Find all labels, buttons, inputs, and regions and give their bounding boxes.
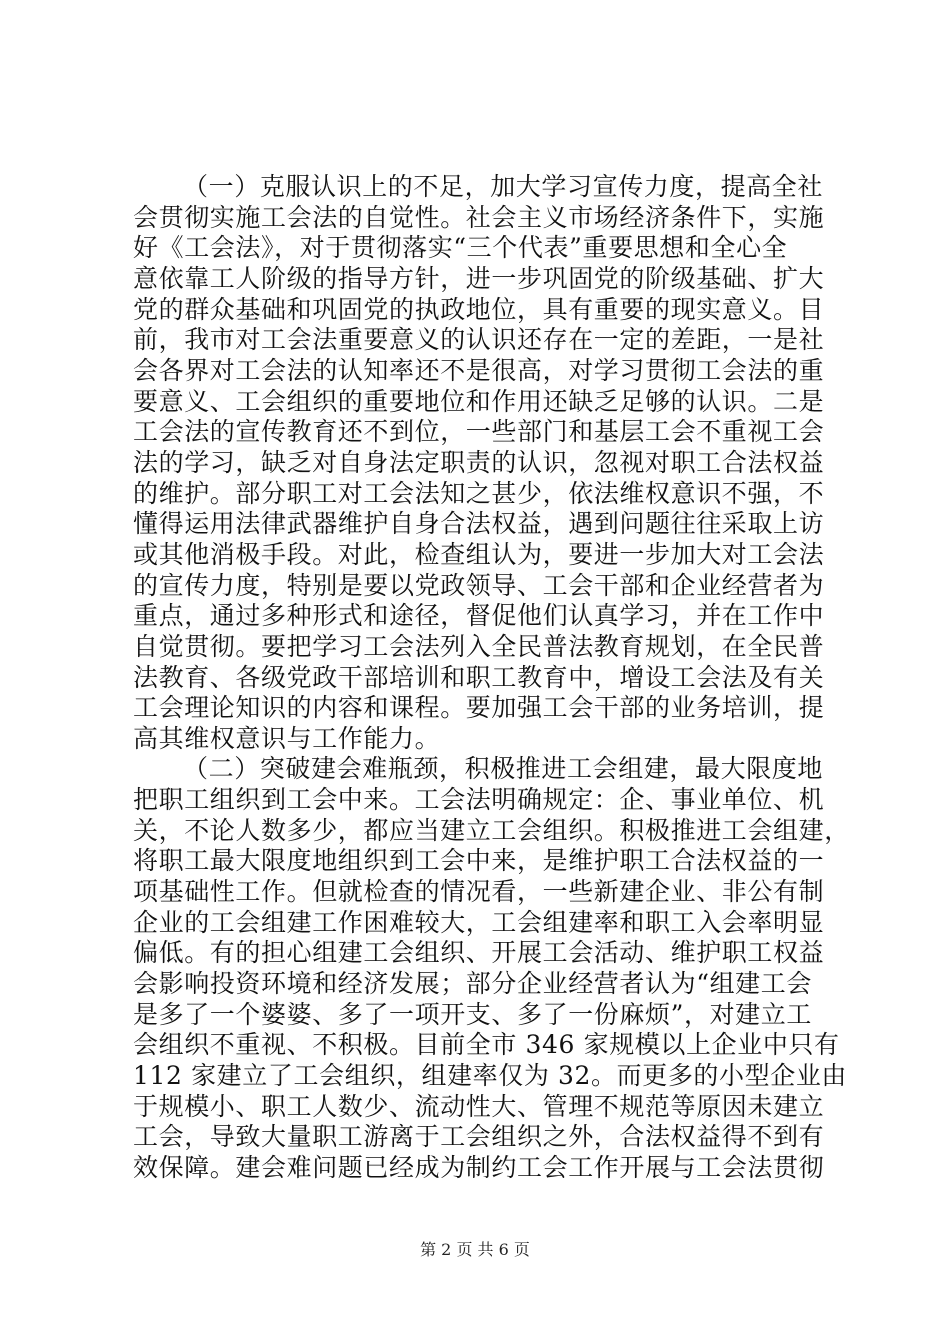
text-line: 效保障。建会难问题已经成为制约工会工作开展与工会法贯彻 <box>133 1153 825 1182</box>
text-line: 企业的工会组建工作困难较大，工会组建率和职工入会率明显 <box>133 907 825 937</box>
text-line: （一）克服认识上的不足，加大学习宣传力度，提高全社 <box>183 172 824 201</box>
paragraph-section-1 <box>133 172 833 754</box>
text-line: 把职工组织到工会中来。工会法明确规定：企、事业单位、机 <box>133 785 825 815</box>
text-line: 关，不论人数多少，都应当建立工会组织。积极推进工会组建， <box>133 815 850 845</box>
text-line: 会影响投资环境和经济发展；部分企业经营者认为“组建工会 <box>133 969 812 999</box>
text-line: 项基础性工作。但就检查的情况看，一些新建企业、非公有制 <box>133 877 825 907</box>
document-body <box>133 172 850 1184</box>
paragraph-section-2 <box>133 754 850 1183</box>
text-line: 会各界对工会法的认知率还不是很高，对学习贯彻工会法的重 <box>133 355 825 385</box>
text-line: 党的群众基础和巩固党的执政地位，具有重要的现实意义。目 <box>133 294 825 324</box>
text-line: 是多了一个婆婆、多了一项开支、多了一份麻烦”，对建立工 <box>133 999 812 1029</box>
text-line: 前，我市对工会法重要意义的认识还存在一定的差距，一是社 <box>133 325 825 355</box>
text-line: 意依靠工人阶级的指导方针，进一步巩固党的阶级基础、扩大 <box>133 263 825 293</box>
text-line: （二）突破建会难瓶颈，积极推进工会组建，最大限度地 <box>183 754 824 784</box>
text-line: 将职工最大限度地组织到工会中来，是维护职工合法权益的一 <box>133 846 825 876</box>
text-line: 或其他消极手段。对此，检查组认为，要进一步加大对工会法 <box>133 539 825 569</box>
text-line: 法教育、各级党政干部培训和职工教育中，增设工会法及有关 <box>133 662 825 692</box>
page-footer: 第 2 页 共 6 页 <box>420 1240 530 1259</box>
text-line: 高其维权意识与工作能力。 <box>133 723 441 753</box>
text-line: 工会法的宣传教育还不到位，一些部门和基层工会不重视工会 <box>133 417 825 447</box>
text-line: 好《工会法》，对于贯彻落实“三个代表”重要思想和全心全 <box>133 233 788 263</box>
text-line: 112 家建立了工会组织，组建率仅为 32。而更多的小型企业由 <box>133 1061 848 1091</box>
text-line: 的宣传力度，特别是要以党政领导、工会干部和企业经营者为 <box>133 570 825 600</box>
text-line: 的维护。部分职工对工会法知之甚少，依法维权意识不强，不 <box>133 478 825 508</box>
text-line: 懂得运用法律武器维护自身合法权益，遇到问题往往采取上访 <box>133 509 825 539</box>
text-line: 会贯彻实施工会法的自觉性。社会主义市场经济条件下，实施 <box>133 202 825 232</box>
text-line: 自觉贯彻。要把学习工会法列入全民普法教育规划，在全民普 <box>133 631 825 661</box>
text-line: 于规模小、职工人数少、流动性大、管理不规范等原因未建立 <box>133 1091 825 1121</box>
text-line: 法的学习，缺乏对自身法定职责的认识，忽视对职工合法权益 <box>133 447 825 477</box>
text-line: 要意义、工会组织的重要地位和作用还缺乏足够的认识。二是 <box>133 386 825 416</box>
text-line: 会组织不重视、不积极。目前全市 346 家规模以上企业中只有 <box>133 1030 840 1060</box>
text-line: 重点，通过多种形式和途径，督促他们认真学习，并在工作中 <box>133 601 825 631</box>
text-line: 工会，导致大量职工游离于工会组织之外，合法权益得不到有 <box>133 1122 825 1152</box>
text-line: 工会理论知识的内容和课程。要加强工会干部的业务培训，提 <box>133 693 825 723</box>
text-line: 偏低。有的担心组建工会组织、开展工会活动、维护职工权益 <box>133 938 825 968</box>
